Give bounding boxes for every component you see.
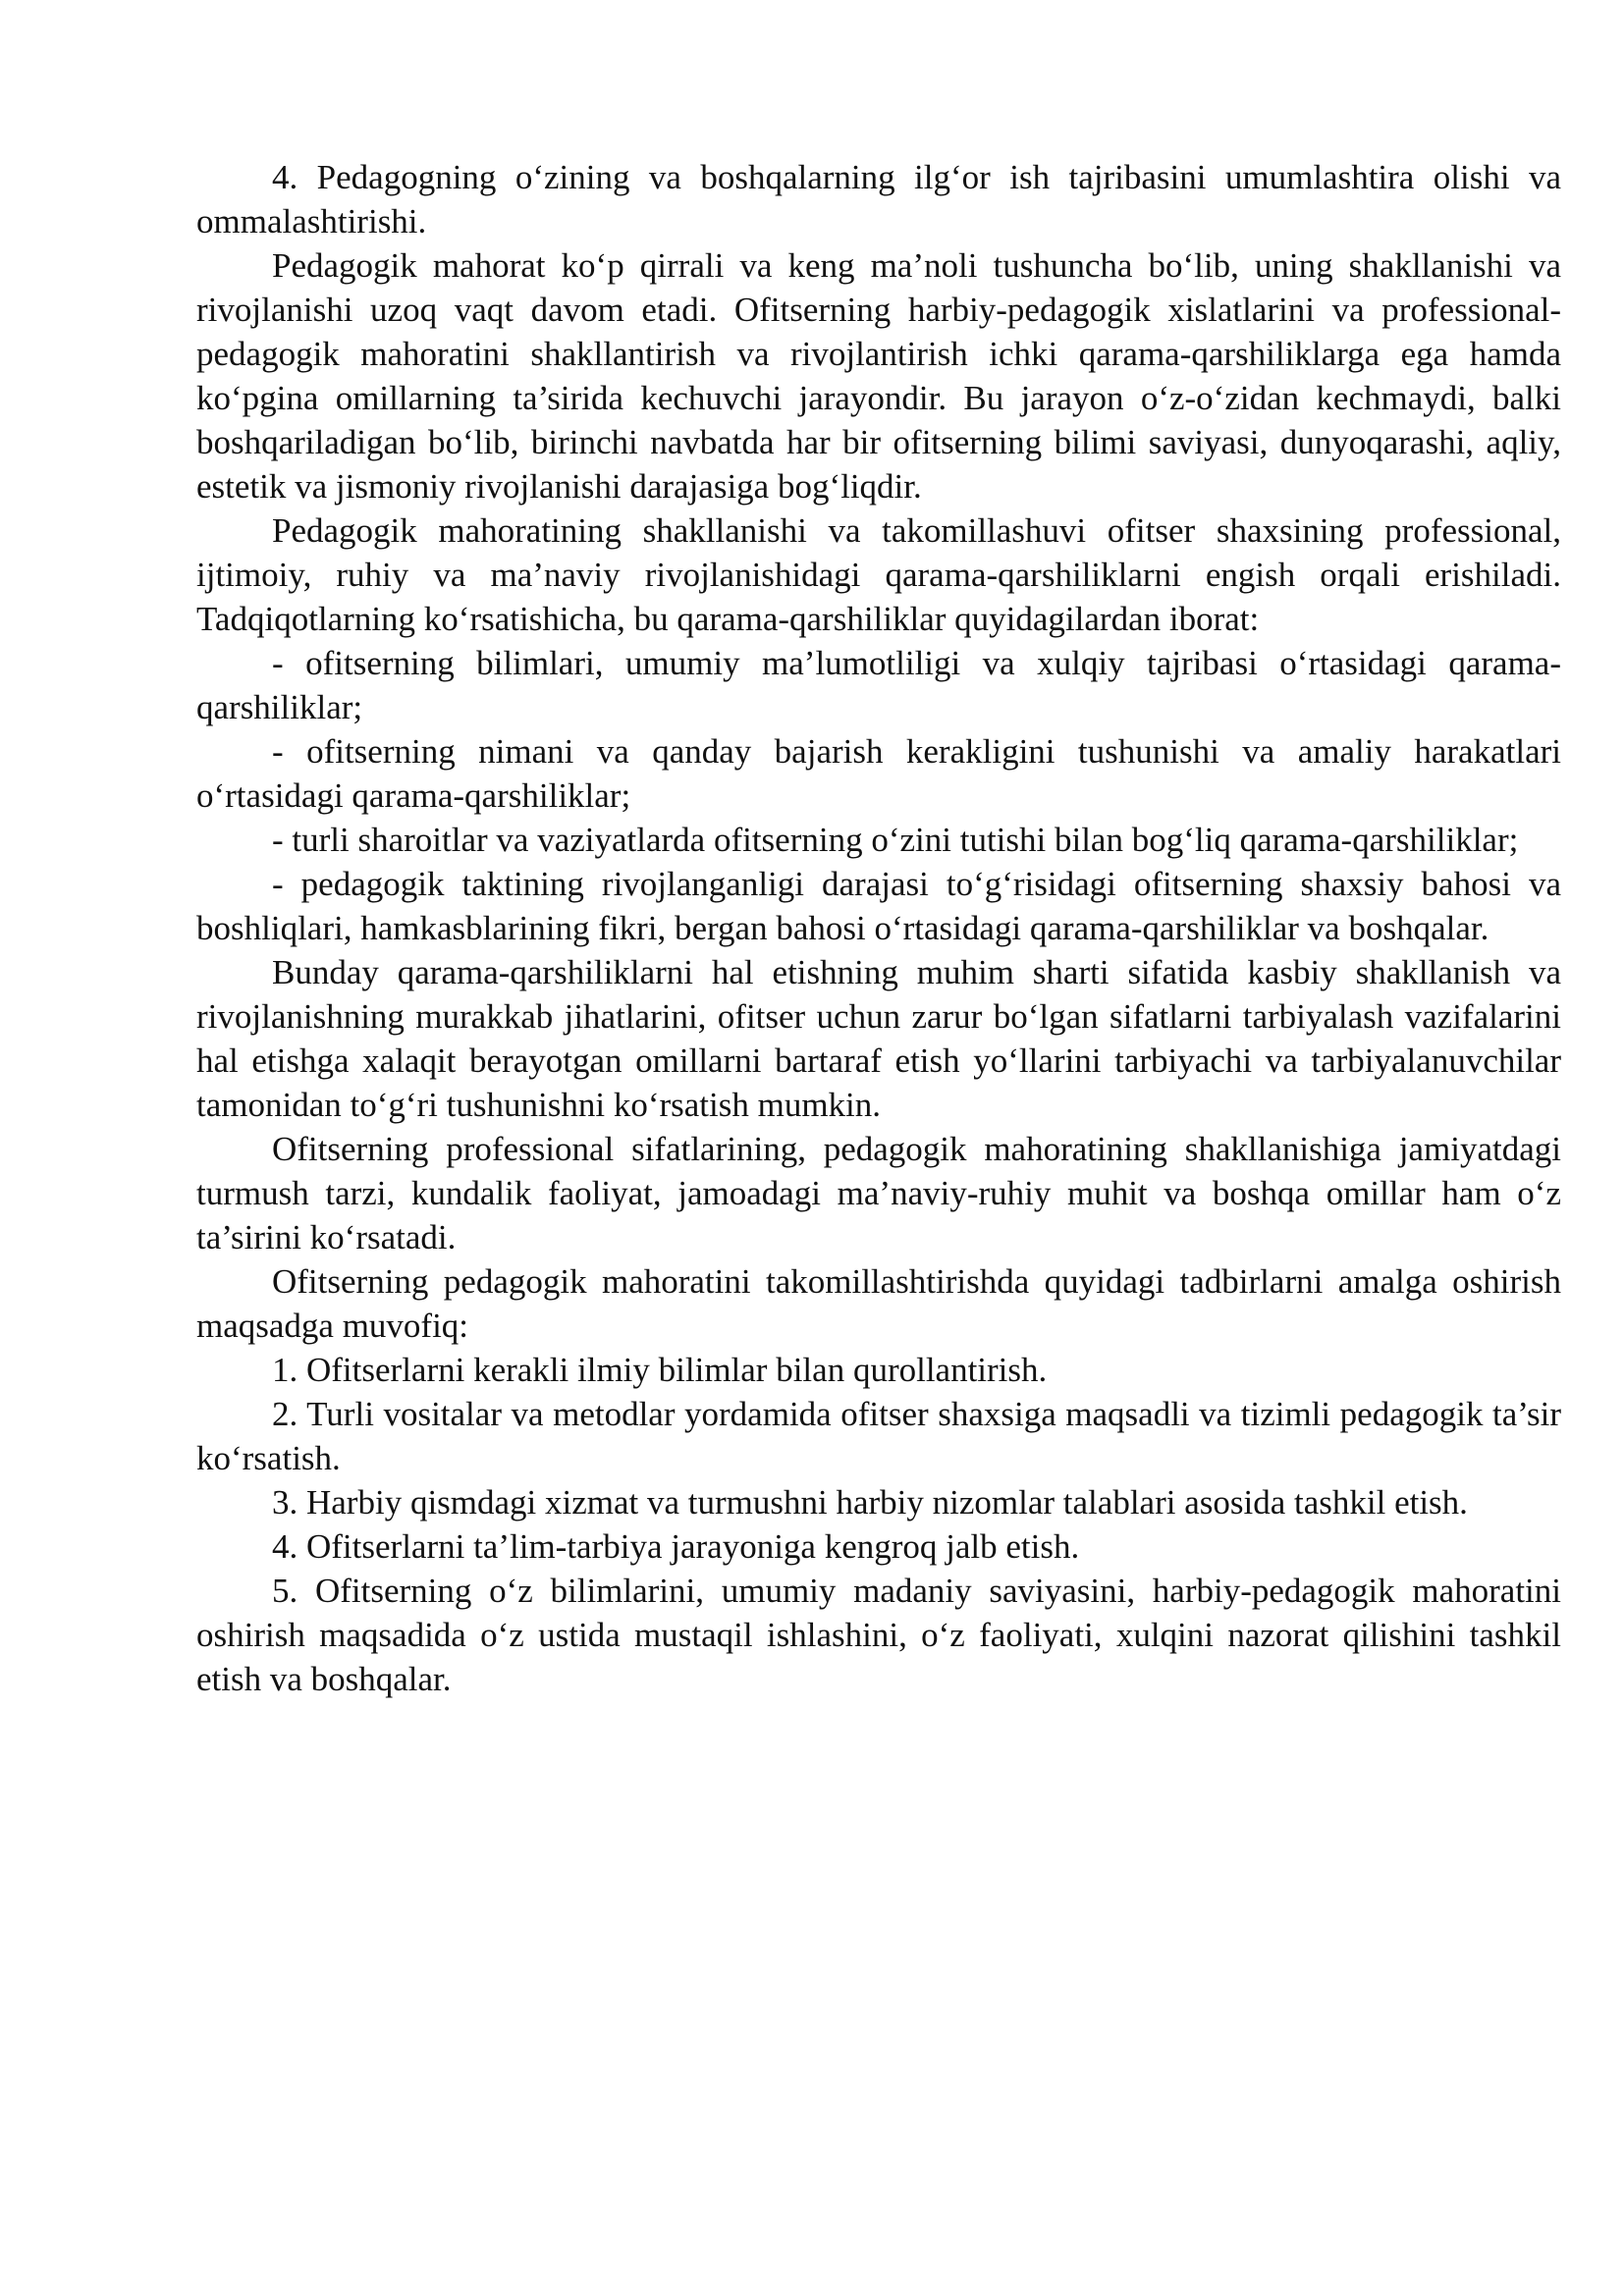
numbered-item-2: 2. Turli vositalar va metodlar yordamida ofitser shaxsiga maqsadli va tizimli pedagogik ta’sir ko‘rsatish. [196, 1395, 1561, 1477]
paragraph-professional-sifatlar: Ofitserning professional sifatlarining, pedagogik mahoratining shakllanishiga jamiyatdagi turmush tarzi, kundalik faoliyat, jamoadagi ma’naviy-ruhiy muhit va boshqa omillar ham o‘z ta’sirini ko‘rsatadi. [196, 1130, 1561, 1256]
list-item-nimani: - ofitserning nimani va qanday bajarish kerakligini tushunishi va amaliy harakatlari o‘rtasidagi qarama-qarshiliklar; [196, 732, 1561, 815]
list-item-sharoitlar: - turli sharoitlar va vaziyatlarda ofitserning o‘zini tutishi bilan bog‘liq qarama-qarshiliklar; [272, 821, 1519, 859]
list-item-bilimlari: - ofitserning bilimlari, umumiy ma’lumotliligi va xulqiy tajribasi o‘rtasidagi qarama-qarshiliklar; [196, 644, 1561, 726]
numbered-item-3: 3. Harbiy qismdagi xizmat va turmushni harbiy nizomlar talablari asosida tashkil etish. [272, 1483, 1468, 1522]
paragraph-shakllanishi: Pedagogik mahoratining shakllanishi va takomillashuvi ofitser shaxsining professional, ijtimoiy, ruhiy va ma’naviy rivojlanishidagi qarama-qarshiliklarni engish orqali erishiladi. Tadqiqotlarning ko‘rsatishicha, bu qarama-qarshiliklar quyidagilardan iborat: [196, 511, 1561, 638]
paragraph-tadbirlar: Ofitserning pedagogik mahoratini takomillashtirishda quyidagi tadbirlarni amalga oshirish maqsadga muvofiq: [196, 1262, 1561, 1345]
document-page [196, 155, 1561, 1701]
numbered-item-5: 5. Ofitserning o‘z bilimlarini, umumiy madaniy saviyasini, harbiy-pedagogik mahoratini oshirish maqsadida o‘z ustida mustaqil ishlashini, o‘z faoliyati, xulqini nazorat qilishini tashkil etish va boshqalar. [196, 1572, 1561, 1698]
paragraph-pedagogik-mahorat: Pedagogik mahorat ko‘p qirrali va keng ma’noli tushuncha bo‘lib, uning shakllanishi va rivojlanishi uzoq vaqt davom etadi. Ofitserning harbiy-pedagogik xislatlarini va professional-pedagogik mahoratini shakllantirish va rivojlantirish ichki qarama-qarshiliklarga ega hamda ko‘pgina omillarning ta’sirida kechuvchi jarayondir. Bu jarayon o‘z-o‘zidan kechmaydi, balki boshqariladigan bo‘lib, birinchi navbatda har bir ofitserning bilimi saviyasi, dunyoqarashi, aqliy, estetik va jismoniy rivojlanishi darajasiga bog‘liqdir. [196, 246, 1561, 506]
paragraph-bunday: Bunday qarama-qarshiliklarni hal etishning muhim sharti sifatida kasbiy shakllanish va rivojlanishning murakkab jihatlarini, ofitser uchun zarur bo‘lgan sifatlarni tarbiyalash vazifalarini hal etishga xalaqit berayotgan omillarni bartaraf etish yo‘llarini tarbiyachi va tarbiyalanuvchilar tamonidan to‘g‘ri tushunishni ko‘rsatish mumkin. [196, 953, 1561, 1124]
numbered-item-4: 4. Ofitserlarni ta’lim-tarbiya jarayoniga kengroq jalb etish. [272, 1527, 1080, 1566]
paragraph-item-4: 4. Pedagogning o‘zining va boshqalarning ilg‘or ish tajribasini umumlashtira olishi va ommalashtirishi. [196, 158, 1561, 240]
list-item-taktining: - pedagogik taktining rivojlanganligi darajasi to‘g‘risidagi ofitserning shaxsiy bahosi va boshliqlari, hamkasblarining fikri, bergan bahosi o‘rtasidagi qarama-qarshiliklar va boshqalar. [196, 865, 1561, 947]
numbered-item-1: 1. Ofitserlarni kerakli ilmiy bilimlar bilan qurollantirish. [272, 1351, 1048, 1389]
